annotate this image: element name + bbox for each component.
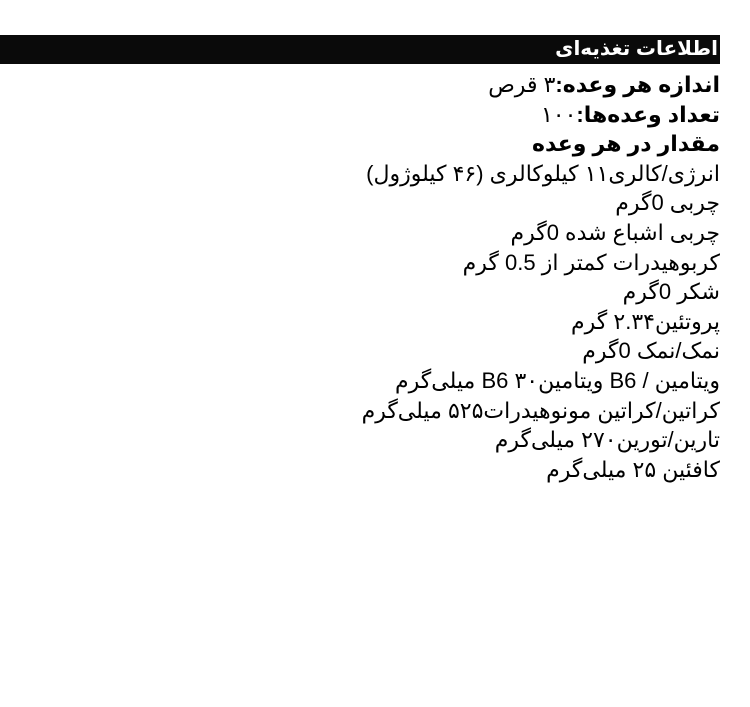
nutrient-saturated-fat: چربی اشباع شده 0گرم <box>510 219 720 245</box>
per-serving-heading: مقدار در هر وعده <box>532 131 720 157</box>
serving-size-label: اندازه هر وعده: <box>555 72 720 97</box>
nutrient-energy: انرژی/کالری۱۱ کیلوکالری (۴۶ کیلوژول) <box>366 160 720 186</box>
nutrient-caffeine: کافئین ۲۵ میلی‌گرم <box>546 456 720 482</box>
serving-size-value: ۳ قرص <box>488 72 556 97</box>
nutrient-vitamin-b6: ویتامین / B6 ویتامینB6 ۳۰ میلی‌گرم <box>395 367 720 393</box>
nutrient-carbohydrate: کربوهیدرات کمتر از 0.5 گرم <box>462 249 720 275</box>
nutrient-taurine: تارین/تورین۲۷۰ میلی‌گرم <box>494 427 720 453</box>
servings-count-row <box>0 100 720 130</box>
nutrition-facts-body <box>0 70 720 484</box>
nutrition-facts-header <box>0 35 720 64</box>
nutrient-protein: پروتئین۲.۳۴ گرم <box>571 308 720 334</box>
nutrition-facts-panel <box>0 35 720 484</box>
servings-count-label: تعداد وعده‌ها: <box>576 101 720 127</box>
nutrient-sugar: شکر 0گرم <box>622 279 720 305</box>
nutrient-creatine: کراتین/کراتین مونوهیدرات۵۲۵ میلی‌گرم <box>361 397 720 423</box>
serving-size-row <box>0 70 720 100</box>
per-serving-heading-row <box>0 129 720 159</box>
nutrient-fat: چربی 0گرم <box>615 190 720 216</box>
servings-count-value: ۱۰۰ <box>540 101 577 127</box>
nutrition-facts-title: اطلاعات تغذیه‌ای <box>555 38 718 60</box>
nutrient-salt: نمک/نمک 0گرم <box>582 338 720 364</box>
